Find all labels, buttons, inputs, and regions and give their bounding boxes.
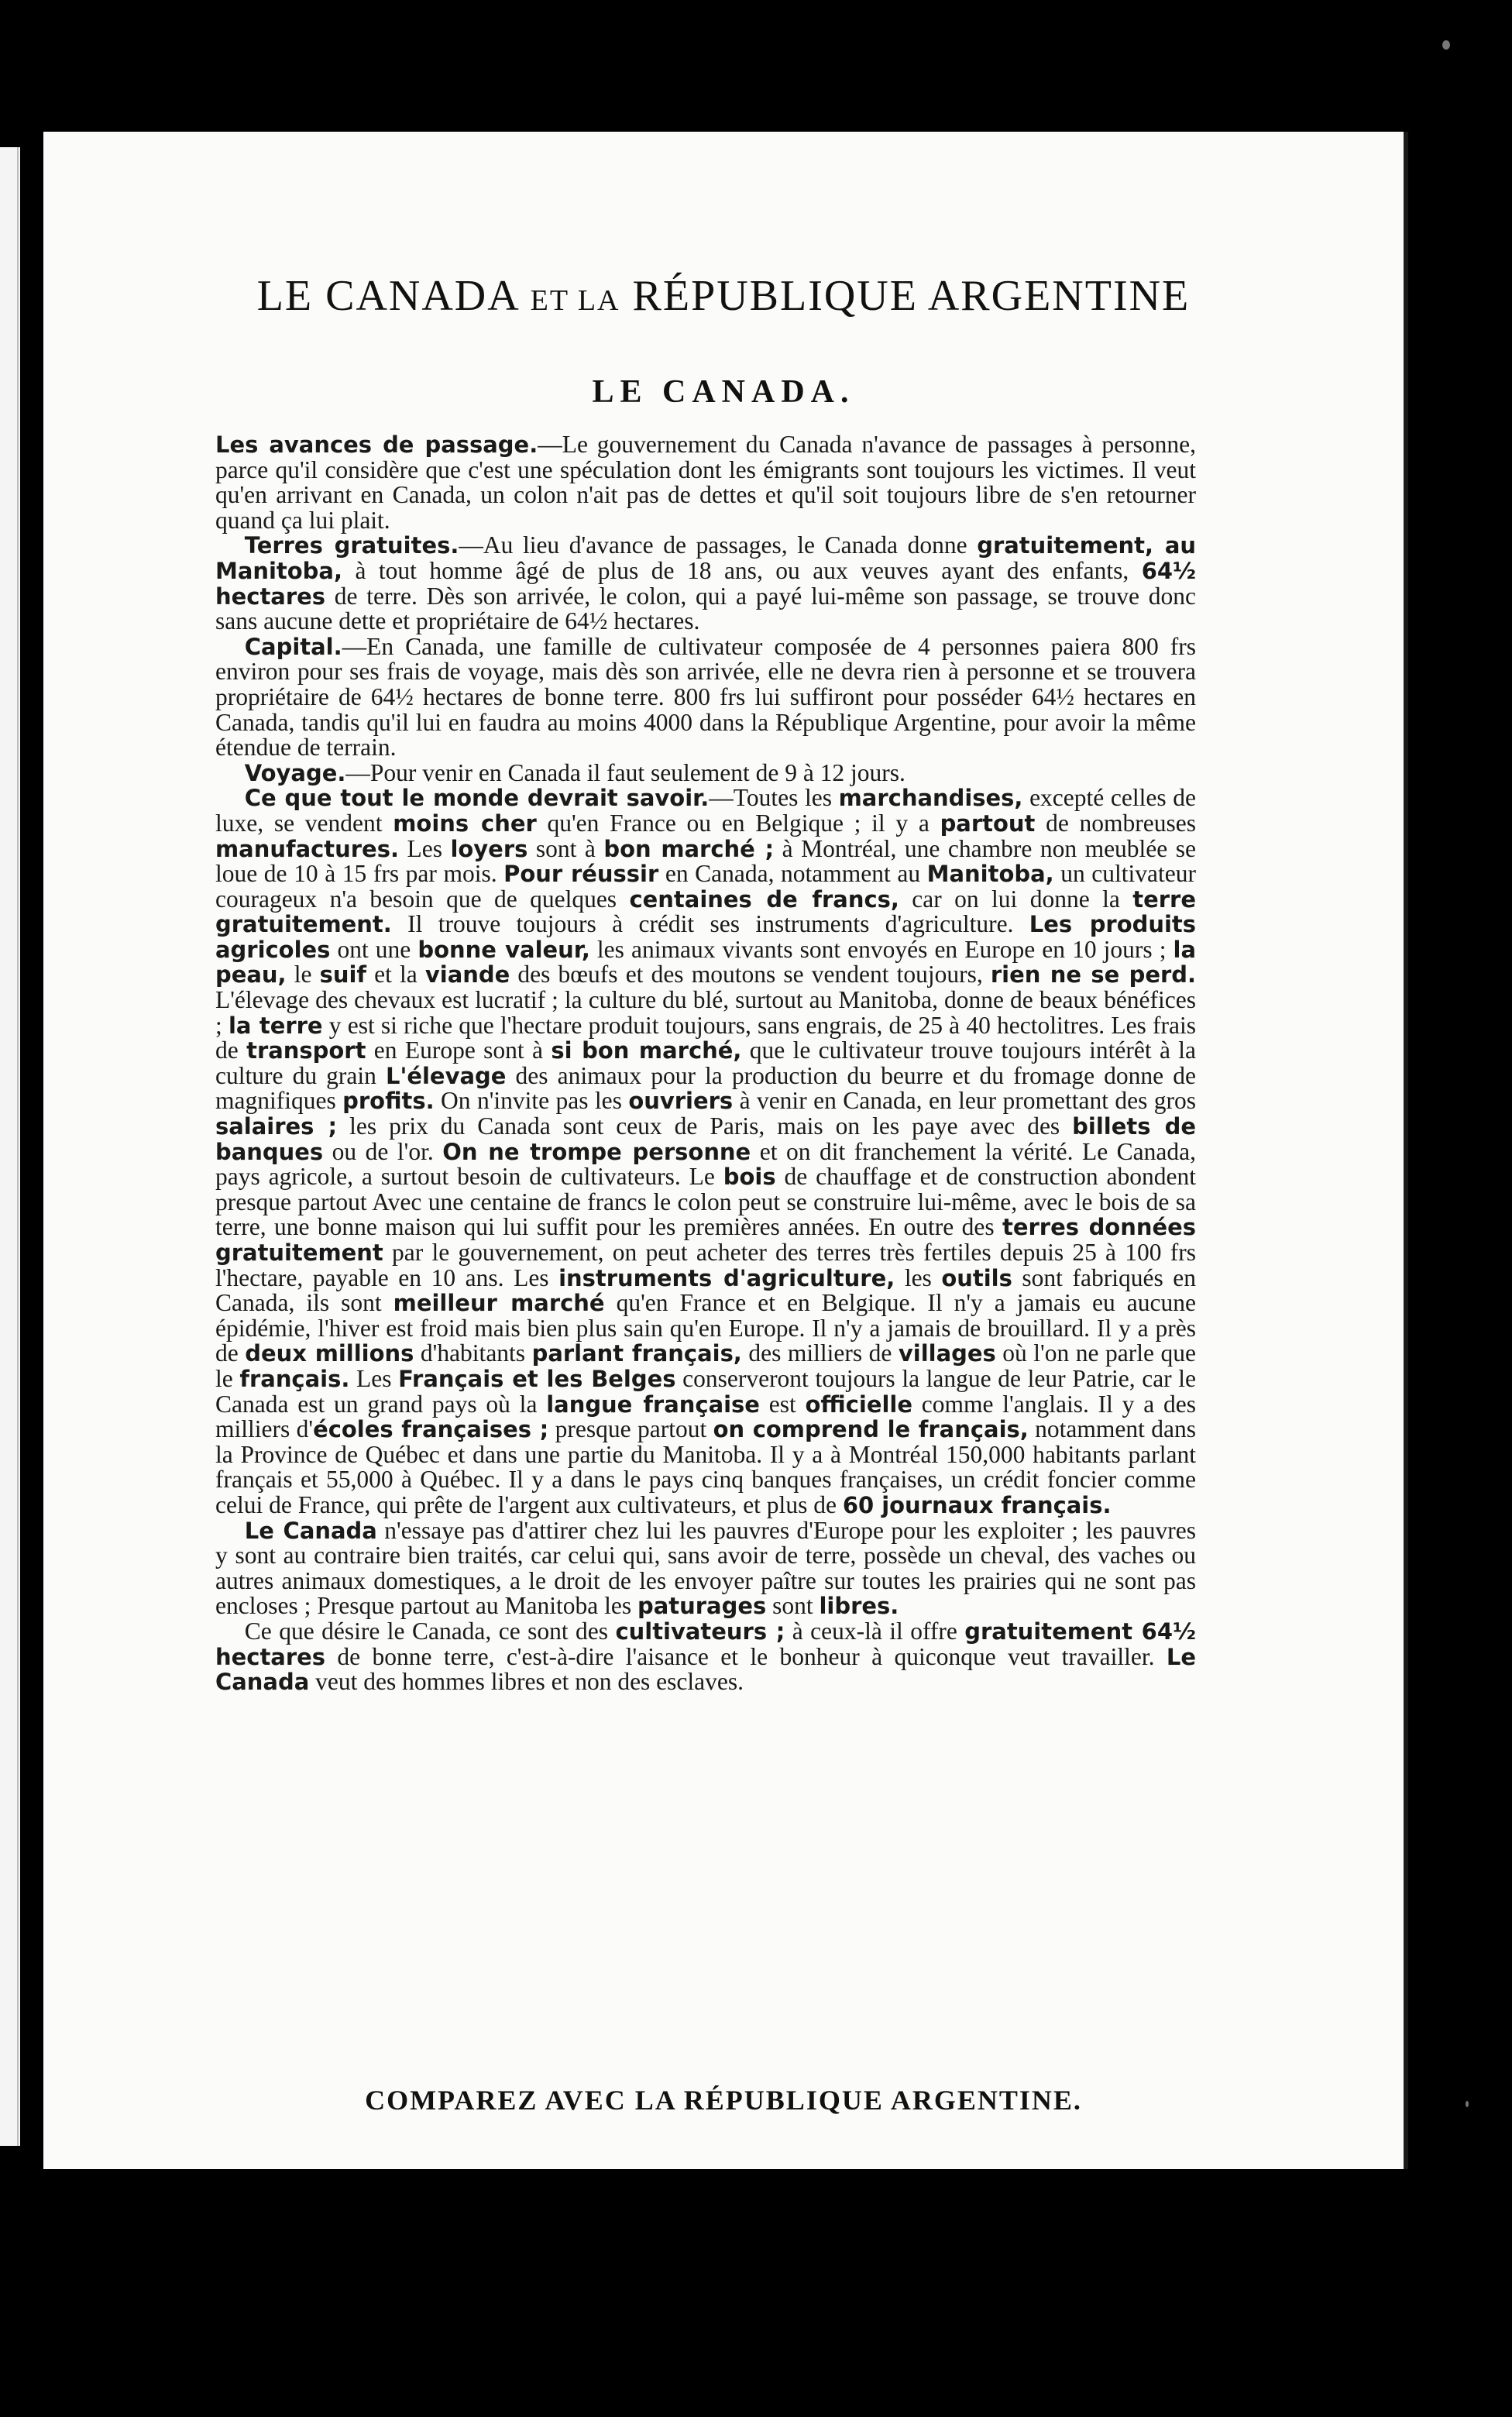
paragraph (215, 758, 1196, 786)
text-run: de terre. Dès son arrivée, le colon, qui a payé lui-même son passage, se trouve donc sans aucune dette et propriétaire de 64½ hectares. (215, 582, 1196, 635)
text-run: le (286, 961, 320, 988)
bold-phrase: Ce que tout le monde devrait savoir. (244, 785, 710, 812)
closing-heading: COMPAREZ AVEC LA RÉPUBLIQUE ARGENTINE. (365, 2085, 1082, 2116)
text-run: On n'invite pas les (434, 1087, 629, 1115)
bold-phrase: transport (246, 1037, 366, 1064)
bold-phrase: cultivateurs ; (615, 1618, 785, 1645)
text-run: des milliers de (741, 1339, 899, 1367)
text-run: conserveront toujours la langue de leur Patrie, car le Canada est un grand pays où la (215, 1364, 1197, 1418)
text-run: les animaux vivants sont envoyés en Europe en 10 jours ; (589, 935, 1174, 963)
bold-phrase: loyers (450, 835, 528, 862)
text-run: Ce que désire le Canada, ce sont des (244, 1617, 616, 1645)
text-run: que le cultivateur trouve toujours intérêt à la culture du grain (215, 1037, 1197, 1089)
paragraph (215, 634, 1196, 761)
bold-phrase: ouvriers (628, 1088, 734, 1115)
bold-phrase: libres. (819, 1593, 899, 1620)
bold-phrase: Français et les Belges (398, 1365, 676, 1392)
text-run: des animaux pour la production du beurre et du fromage donne de magnifiques (215, 1061, 1197, 1115)
text-run: de bonne terre, c'est-à-dire l'aisance et le bonheur à quiconque veut travailler. (325, 1642, 1167, 1670)
text-run: —Le gouvernement du Canada n'avance de passages à personne, parce qu'il considère que c'est une spéculation dont les émigrants sont toujours les victimes. Il veut qu'en arrivant en Canada, un colon n'ait pas de dettes et qu'il soit toujours libre de s'en retourner quand ça lui plait. (215, 431, 1196, 534)
bold-phrase: si bon marché, (551, 1037, 742, 1064)
text-run: à tout homme âgé de plus de 18 ans, ou aux veuves ayant des enfants, (342, 556, 1142, 584)
bold-phrase: bon marché ; (603, 835, 775, 862)
text-run: des bœufs et des moutons se vendent toujours, (510, 961, 991, 988)
bold-phrase: terres données gratuitement (215, 1214, 1196, 1266)
text-run: à ceux-là il offre (785, 1617, 965, 1645)
text-run: en Canada, notamment au (658, 860, 927, 888)
bold-phrase: Le Canada (215, 1643, 1196, 1696)
text-run: Il trouve toujours à crédit ses instruments d'agriculture. (391, 910, 1029, 938)
text-run: —Toutes les (709, 784, 839, 812)
text-run: un cultivateur courageux n'a besoin que de quelques (215, 860, 1196, 913)
text-run: d'habitants (414, 1339, 532, 1367)
text-run: en Europe sont à (366, 1037, 552, 1064)
text-run: où l'on ne parle que le (215, 1339, 1196, 1392)
paragraph (215, 533, 1196, 634)
bold-phrase: langue française (546, 1391, 760, 1418)
scan-speck (1466, 2101, 1469, 2107)
paragraph (215, 1518, 1196, 1619)
page-shadow (1404, 132, 1408, 2169)
paragraph (215, 786, 1196, 1518)
text-run: et on dit franchement la vérité. Le Canada, pays agricole, a surtout besoin de cultivateurs. Le (215, 1137, 1197, 1191)
text-run: Les (398, 834, 451, 862)
bold-phrase: Pour réussir (503, 861, 659, 888)
bold-phrase: marchandises, (838, 785, 1023, 812)
title-part-2: ET LA (530, 284, 620, 317)
bold-phrase: partout (940, 810, 1036, 837)
text-run: à venir en Canada, en leur promettant des gros (733, 1087, 1197, 1115)
text-run: par le gouvernement, on peut acheter des terres très fertiles depuis 25 à 100 frs l'hectare, payable en 10 ans. Les (215, 1239, 1196, 1291)
bold-phrase: la peau, (215, 936, 1197, 988)
text-run: —Au lieu d'avance de passages, le Canada donne (459, 531, 978, 559)
paragraph (215, 1619, 1196, 1695)
bold-phrase: Les produits agricoles (215, 911, 1196, 963)
text-run: de chauffage et de construction abondent presque partout Avec une centaine de francs le colon peut se construire lui-même, avec le bois de sa terre, une bonne maison qui lui suffit pour les premières années. En outre des (215, 1163, 1196, 1241)
bold-phrase: manufactures. (215, 835, 399, 862)
title-part-1: LE CANADA (256, 272, 518, 320)
text-run: car on lui donne la (899, 885, 1133, 913)
bold-phrase: bois (723, 1164, 776, 1191)
text-run: notamment dans la Province de Québec et dans une partie du Manitoba. Il y a à Montréal 150,000 habitants parlant français et 55,000 à Québec. Il y a dans le pays cinq banques françaises, un crédit foncier comme celui de France, qui prête de l'argent aux cultivateurs, et plus de (215, 1415, 1196, 1518)
bold-phrase: centaines de francs, (629, 885, 899, 913)
page-title (43, 271, 1404, 321)
bold-phrase: Manitoba, (926, 861, 1054, 888)
bold-phrase: Voyage. (244, 759, 346, 786)
text-run: excepté celles de luxe, se vendent (215, 784, 1196, 837)
text-run: comme l'anglais. Il y a des milliers d' (215, 1390, 1196, 1443)
bold-phrase: L'élevage (386, 1062, 507, 1089)
text-run: sont fabriqués en Canada, ils sont (215, 1264, 1196, 1317)
bold-phrase: bonne valeur, (418, 936, 590, 963)
bold-phrase: deux millions (245, 1340, 414, 1367)
text-run: de nombreuses (1035, 809, 1197, 837)
text-run: veut des hommes libres et non des esclaves. (309, 1668, 744, 1696)
bold-phrase: terre gratuitement. (215, 885, 1196, 938)
text-run: sont (766, 1592, 820, 1620)
bold-phrase: 60 journaux français. (842, 1491, 1112, 1518)
bold-phrase: paturages (637, 1593, 767, 1620)
bold-phrase: profits. (342, 1088, 435, 1115)
text-run: qu'en France ou en Belgique ; il y a (536, 809, 940, 837)
text-run: et la (366, 961, 425, 988)
article-body (215, 432, 1196, 1695)
bold-phrase: instruments d'agriculture, (558, 1264, 895, 1291)
bold-phrase: Les avances de passage. (215, 431, 538, 458)
bold-phrase: parlant français, (531, 1340, 742, 1367)
bold-phrase: Capital. (244, 633, 342, 660)
bold-phrase: meilleur marché (393, 1290, 605, 1317)
text-run: presque partout (548, 1415, 713, 1443)
bold-phrase: gratuitement 64½ hectares (215, 1618, 1196, 1670)
text-run: n'essaye pas d'attirer chez lui les pauvres d'Europe pour les exploiter ; les pauvres y sont au contraire bien traités, car celui qui, sans avoir de terre, possède un cheval, des vaches ou autres animaux domestiques, a le droit de les envoyer paître sur toutes les prairies qui ne sont pas encloses ; Presque partout au Manitoba les (215, 1516, 1196, 1620)
bold-phrase: la terre (228, 1012, 323, 1039)
bold-phrase: outils (941, 1264, 1012, 1291)
text-run: est (759, 1390, 806, 1418)
adjacent-page-edge (0, 147, 20, 2146)
text-run: qu'en France et en Belgique. Il n'y a jamais eu aucune épidémie, l'hiver est froid mais bien plus sain qu'en Europe. Il n'y a jamais de brouillard. Il y a près de (215, 1289, 1196, 1367)
text-run: Les (349, 1364, 399, 1392)
bold-phrase: 64½ hectares (215, 557, 1196, 610)
bold-phrase: Terres gratuites. (244, 532, 459, 559)
text-run: sont à (527, 834, 604, 862)
text-run: ou de l'or. (323, 1137, 443, 1165)
bold-phrase: billets de banques (215, 1113, 1197, 1165)
text-run: —Pour venir en Canada il faut seulement de 9 à 12 jours. (345, 758, 905, 786)
document-page (43, 132, 1404, 2169)
paragraph (215, 432, 1196, 533)
bold-phrase: On ne trompe personne (442, 1138, 751, 1165)
bold-phrase: gratuitement, au Manitoba, (215, 532, 1196, 584)
bold-phrase: viande (424, 961, 510, 988)
scan-speck (1442, 40, 1450, 50)
title-part-3: RÉPUBLIQUE ARGENTINE (632, 272, 1191, 320)
bold-phrase: on comprend le français, (713, 1416, 1029, 1443)
bold-phrase: suif (319, 961, 366, 988)
text-run: les prix du Canada sont ceux de Paris, mais on les paye avec des (337, 1112, 1073, 1140)
bold-phrase: écoles françaises ; (313, 1416, 549, 1443)
text-run: y est si riche que l'hectare produit toujours, sans engrais, de 25 à 40 hectolitres. Les frais de (215, 1011, 1196, 1064)
bold-phrase: villages (898, 1340, 996, 1367)
section-heading: LE CANADA. (592, 374, 855, 410)
bold-phrase: rien ne se perd. (990, 961, 1196, 988)
bold-phrase: officielle (805, 1391, 912, 1418)
text-run: à Montréal, une chambre non meublée se loue de 10 à 15 frs par mois. (215, 834, 1197, 888)
text-run: —En Canada, une famille de cultivateur composée de 4 personnes paiera 800 frs environ pour ses frais de voyage, mais dès son arrivée, elle ne devra rien à personne et se trouvera propriétaire de 64½ hectares de bonne terre. 800 frs lui suffiront pour posséder 64½ hectares en Canada, tandis qu'il lui en faudra au moins 4000 dans la République Argentine, pour avoir la même étendue de terrain. (215, 632, 1196, 762)
text-run: les (895, 1264, 942, 1291)
bold-phrase: Le Canada (244, 1517, 377, 1544)
bold-phrase: salaires ; (215, 1113, 338, 1140)
text-run: ont une (330, 935, 418, 963)
bold-phrase: moins cher (393, 810, 537, 837)
text-run: L'élevage des chevaux est lucratif ; la culture du blé, surtout au Manitoba, donne de beaux bénéfices ; (215, 986, 1196, 1039)
bold-phrase: français. (239, 1365, 350, 1392)
